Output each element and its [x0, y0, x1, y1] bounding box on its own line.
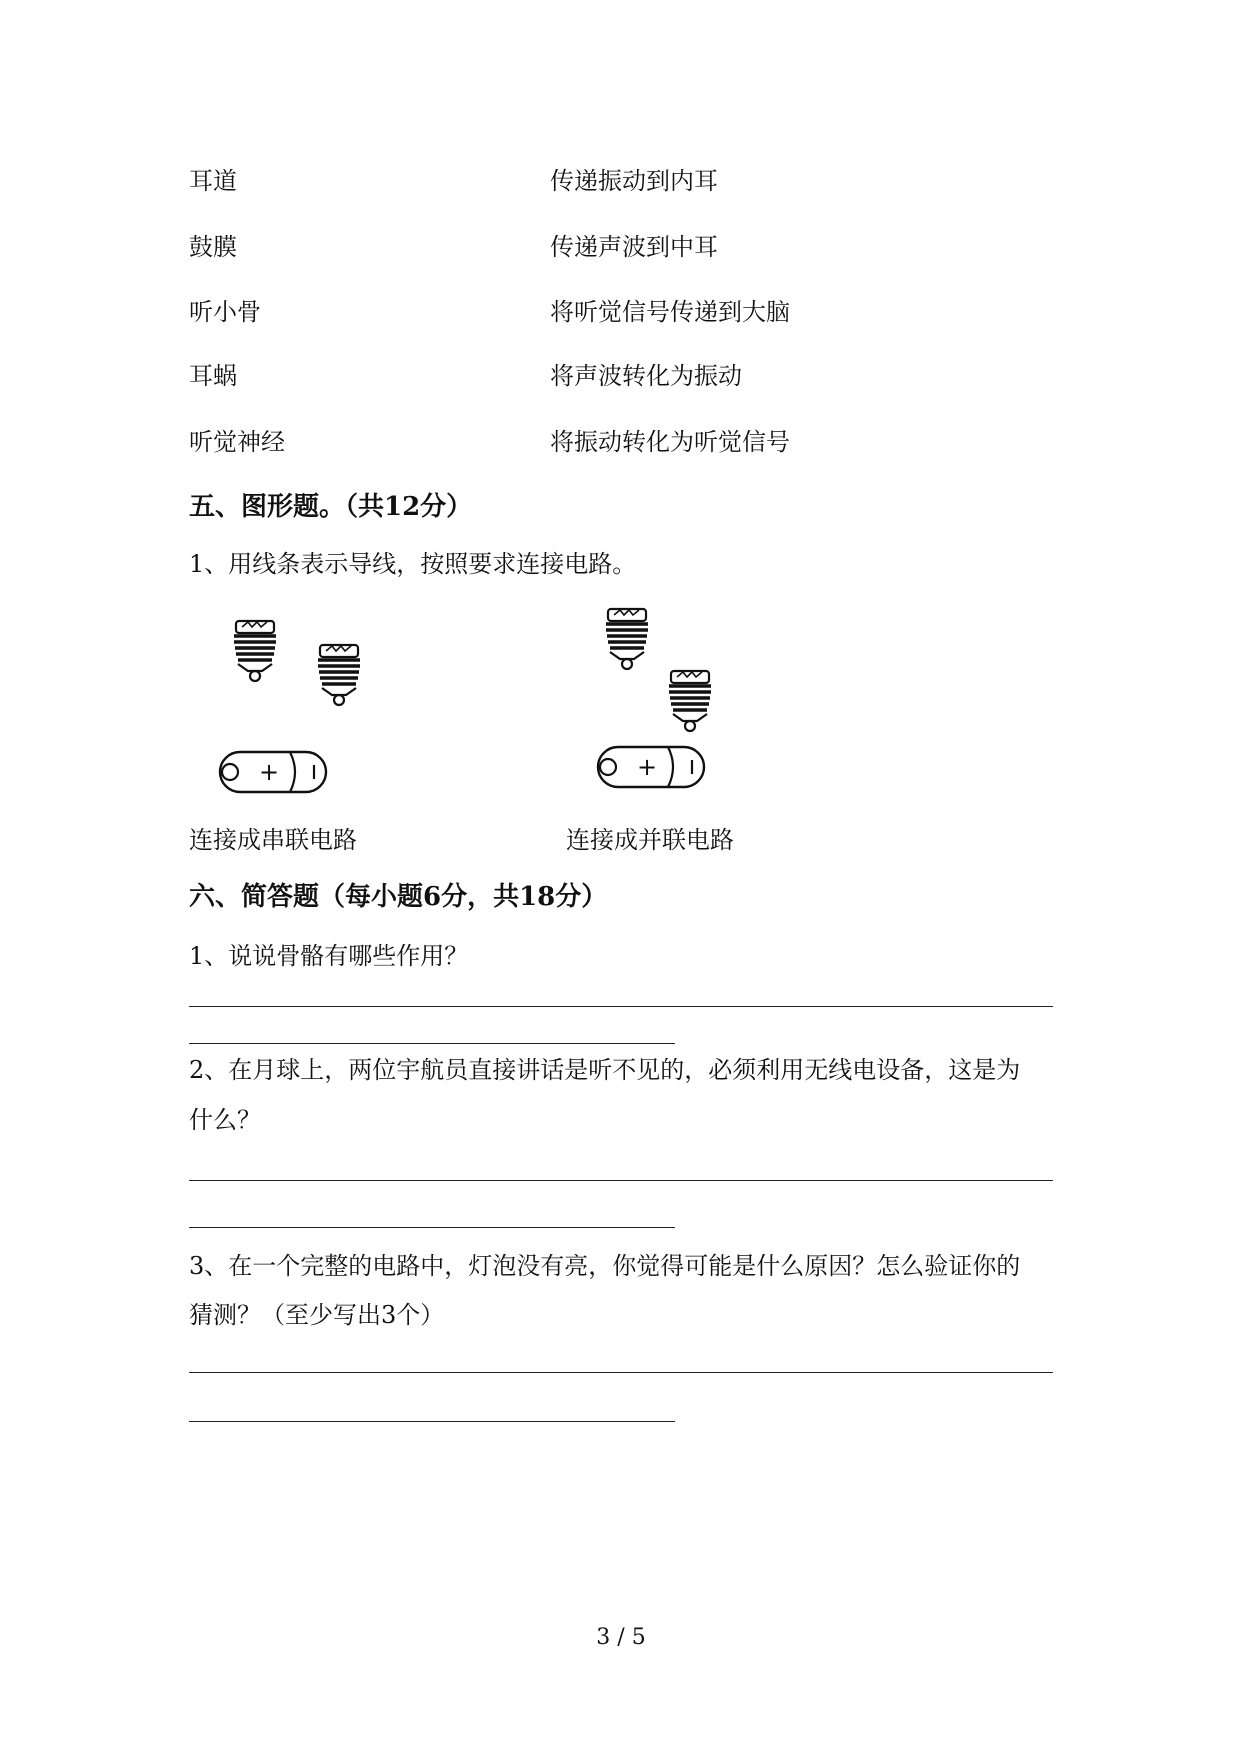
section-6-q1: 1、说说骨骼有哪些作用？ — [189, 942, 469, 970]
battery-plus-label: + — [636, 753, 658, 781]
answer-line[interactable] — [189, 1180, 1053, 1181]
section-6-q2-line1: 2、在月球上，两位宇航员直接讲话是听不见的，必须利用无线电设备，这是为 — [189, 1056, 1021, 1084]
section-6-q3-line2: 猜测？（至少写出3个） — [189, 1301, 445, 1329]
answer-line[interactable] — [189, 1043, 675, 1044]
caption-parallel: 连接成并联电路 — [566, 826, 734, 854]
match-left-2: 鼓膜 — [189, 233, 237, 261]
match-left-1: 耳道 — [189, 167, 237, 195]
battery-plus-label: + — [258, 758, 280, 786]
match-right-1: 传递振动到内耳 — [550, 167, 718, 195]
match-right-3: 将听觉信号传递到大脑 — [550, 298, 790, 326]
bulb-icon — [230, 618, 280, 686]
bulb-icon — [602, 606, 652, 674]
answer-line[interactable] — [189, 1227, 675, 1228]
match-left-4: 耳蜗 — [189, 362, 237, 390]
caption-series: 连接成串联电路 — [189, 826, 357, 854]
battery-icon — [594, 743, 708, 791]
bulb-icon — [665, 668, 715, 736]
match-right-4: 将声波转化为振动 — [550, 362, 742, 390]
match-left-3: 听小骨 — [189, 298, 261, 326]
battery-icon — [216, 748, 330, 796]
match-left-5: 听觉神经 — [189, 428, 285, 456]
section-6-title: 六、简答题（每小题6分，共18分） — [189, 882, 608, 912]
section-5-q1: 1、用线条表示导线，按照要求连接电路。 — [189, 550, 637, 578]
match-right-2: 传递声波到中耳 — [550, 233, 718, 261]
answer-line[interactable] — [189, 1421, 675, 1422]
section-5-title: 五、图形题。（共12分） — [189, 492, 473, 522]
answer-line[interactable] — [189, 1372, 1053, 1373]
page-number: 3 / 5 — [596, 1625, 646, 1650]
section-6-q2-line2: 什么？ — [189, 1106, 261, 1134]
match-right-5: 将振动转化为听觉信号 — [550, 428, 790, 456]
section-6-q3-line1: 3、在一个完整的电路中，灯泡没有亮，你觉得可能是什么原因？怎么验证你的 — [189, 1252, 1021, 1280]
answer-line[interactable] — [189, 1006, 1053, 1007]
bulb-icon — [314, 642, 364, 710]
